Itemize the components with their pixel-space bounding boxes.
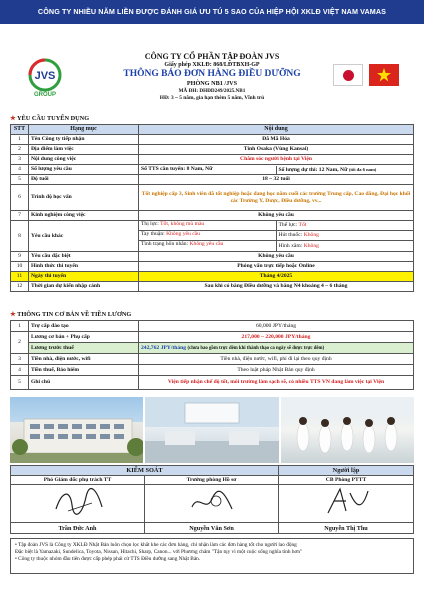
table-row: 6 Trình độ học vấn Tốt nghiệp cấp 3, Sinh viên đã tốt nghiệp hoặc đang học năm cuối các trường Trung cấp, Cao đẳng, Đại học khối các Trường Y, Dược, Điều dưỡng, vv... <box>11 185 414 211</box>
table-row: 1 Trợ cấp đào tạo 60,000 JPY/tháng <box>11 321 414 332</box>
col-stt: STT <box>11 125 29 135</box>
salary-table <box>10 320 414 390</box>
footer-notes <box>10 538 414 574</box>
table-row: 4 Tiền thuế, Bảo hiểm Theo luật pháp Nhật Bản quy định <box>11 365 414 376</box>
control-header: KIỂM SOÁT <box>11 466 279 476</box>
col-content: Nội dung <box>139 125 414 135</box>
table-row: 5 Độ tuổi 18 ~ 32 tuổi <box>11 175 414 185</box>
signature-table <box>10 465 414 534</box>
section-title-salary: ★ THÔNG TIN CƠ BẢN VỀ TIỀN LƯƠNG <box>10 311 132 318</box>
table-row: 11 Ngày thi tuyển Tháng 4/2025 <box>11 272 414 282</box>
company-name: CÔNG TY CỔ PHẦN TẬP ĐOÀN JVS <box>144 52 280 61</box>
preparer-header: Người lập <box>279 466 414 476</box>
table-row: 8 Yêu cầu khác Thị lực: Tốt, không mù màu Thể lực: Tốt Tay thuận: Không yêu cầu Hút thuốc: Không Tình trạng hôn nhân: Không yêu cầu Hình xăm: Không <box>11 221 414 252</box>
signature-1 <box>11 485 145 523</box>
col-item: Hạng mục <box>29 125 139 135</box>
table-row: 2 Lương cơ bản + Phụ cấp 217,000 ~ 220,000 JPY/tháng <box>11 332 414 343</box>
contract-term: HĐ: 3 ~ 5 năm, gia hạn thêm 5 năm, Vĩnh trú <box>159 95 265 101</box>
department: PHÒNG NB1 /JVS <box>186 80 238 87</box>
table-row: 1 Tên Công ty tiếp nhận Đã Mã Hóa <box>11 135 414 145</box>
requirements-table <box>10 124 414 292</box>
table-row: 12 Thời gian dự kiến nhập cảnh Sau khi có bằng Điều dưỡng và bằng N4 khoảng 4 ~ 6 tháng <box>11 282 414 292</box>
table-row: 7 Kinh nghiệm công việc Không yêu cầu <box>11 211 414 221</box>
signer-name: Nguyễn Văn Sơn <box>145 523 279 534</box>
signer-role: Trưởng phòng Hồ sơ <box>145 476 279 485</box>
photo-strip <box>10 397 414 463</box>
footer-line: • Công ty thuộc nhóm đầu tiên được cấp phép phái cử TTS Điều dưỡng sang Nhật Bản. <box>15 556 201 563</box>
table-row: 3 Tiền nhà, điện nước, wifi Tiền nhà, điện nước, wifi, phí đi lại theo quy định <box>11 354 414 365</box>
table-row: 10 Hình thức thi tuyển Phỏng vấn trực tiếp hoặc Online <box>11 262 414 272</box>
order-code: MÃ ĐH: DHĐD249/2025.NB1 <box>178 88 246 94</box>
license-number: Giấy phép XKLĐ: 868/LĐTBXH-GP <box>164 62 260 68</box>
signature-3 <box>279 485 414 523</box>
signer-name: Nguyễn Thị Thu <box>279 523 414 534</box>
signer-name: Trần Đức Anh <box>11 523 145 534</box>
svg-text:JVS: JVS <box>34 70 56 82</box>
document-header <box>0 52 424 102</box>
table-row: Lương trước thuế 242,762 JPY/tháng (chưa bao gồm trực đêm khi thành thạo ca ngày sẽ được trực đêm) <box>11 343 414 354</box>
svg-text:GROUP: GROUP <box>33 92 57 98</box>
table-row: 4 Số lượng yêu cầu Số TTS cần tuyển: 8 Nam, Nữ Số lượng dự thi: 12 Nam, Nữ (tối đa 6 nam) <box>11 165 414 175</box>
table-row: 5 Ghi chú Viện tiếp nhận chế độ tốt, môi trường làm sạch sẽ, có nhiều TTS VN đang làm việc tại Viện <box>11 376 414 390</box>
table-row: 2 Địa điểm làm việc Tỉnh Osaka (Vùng Kansai) <box>11 145 414 155</box>
table-row: 3 Nội dung công việc Chăm sóc người bệnh tại Viện <box>11 155 414 165</box>
footer-line: Đặc biệt là Yamazaki, Sundelica, Toyota, Nissan, Hitachi, Sharp, Canon... với Phương châm "Tận tụy vì một cuộc sống nghĩa tình hơn" <box>15 549 303 556</box>
signer-role: Phó Giám đốc phụ trách TT <box>11 476 145 485</box>
top-banner: CÔNG TY NHIỀU NĂM LIỀN ĐƯỢC ĐÁNH GIÁ ƯU TÚ 5 SAO CỦA HIỆP HỘI XKLĐ VIỆT NAM VAMAS <box>0 0 424 24</box>
signer-role: CB Phòng PTTT <box>279 476 414 485</box>
building-photo <box>10 397 143 463</box>
facility-interior-photo <box>145 397 278 463</box>
footer-line: • Tập đoàn JVS là Công ty XKLĐ Nhật Bản luôn chọn lọc khắt khe các đơn hàng, chỉ nhận làm các đơn hàng tốt cho người lao động <box>15 542 297 548</box>
section-title-requirements: ★ YÊU CẦU TUYỂN DỤNG <box>10 115 90 122</box>
table-row: 9 Yêu cầu đặc biệt Không yêu cầu <box>11 252 414 262</box>
nursing-staff-photo <box>281 397 414 463</box>
signature-2 <box>145 485 279 523</box>
document-title: THÔNG BÁO ĐƠN HÀNG ĐIỀU DƯỠNG <box>123 69 301 79</box>
